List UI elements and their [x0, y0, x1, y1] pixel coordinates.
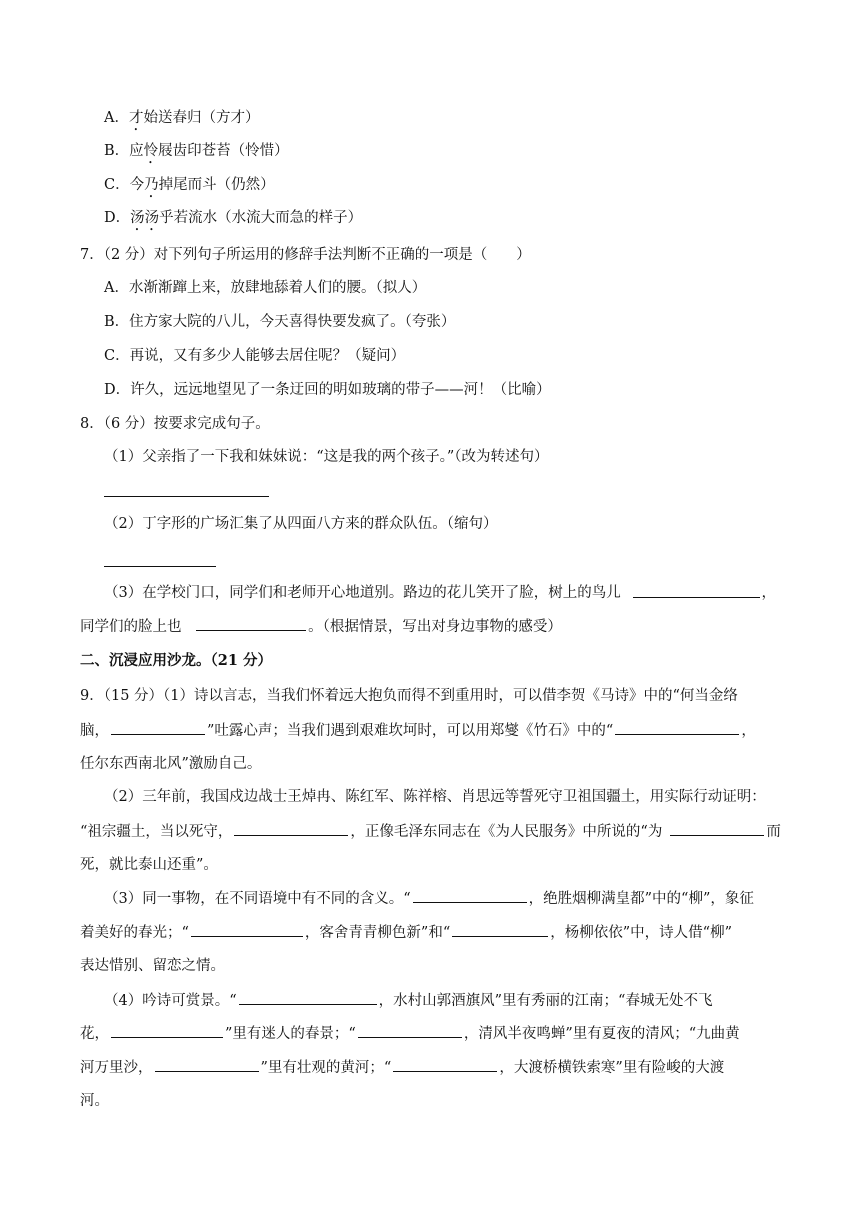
- answer-blank[interactable]: [413, 888, 527, 903]
- section-heading: 二、沉浸应用沙龙。（21 分）: [80, 652, 272, 669]
- q7-option-d: D．许久，远远地望见了一条迂回的明如玻璃的带子——河！（比喻）: [104, 382, 551, 398]
- q9-line-13: 河。: [80, 1093, 109, 1109]
- poem-text: “祖宗疆土，当以死守，: [80, 824, 233, 840]
- poem-text: ，水村山郭酒旗风”里有秀丽的江南；“春城无处不飞: [378, 993, 713, 1009]
- answer-blank[interactable]: [196, 616, 306, 631]
- answer-blank[interactable]: [191, 922, 303, 937]
- poem-text: ，绝胜烟柳满皇都”中的“柳”，象征: [528, 891, 754, 907]
- option-prefix: D．: [104, 210, 131, 226]
- poem-text: 脑，: [80, 723, 109, 739]
- q8-stem: 8．（6 分）按要求完成句子。: [80, 416, 270, 432]
- q7-option-c: C．再说，又有多少人能够去居住呢？（疑问）: [104, 348, 406, 364]
- answer-blank[interactable]: [111, 720, 205, 735]
- q8-sentence-1: （1）父亲指了一下我和妹妹说：“这是我的两个孩子。”（改为转述句）: [104, 449, 549, 465]
- poem-text: ，正像毛泽东同志在《为人民服务》中所说的“为: [350, 824, 663, 840]
- q9-line-2: [80, 720, 756, 741]
- option-prefix: A．: [104, 110, 129, 126]
- option-prefix: B．应: [104, 143, 144, 159]
- emphasized-char: 汤汤: [130, 210, 160, 226]
- q9-line-10: [104, 990, 712, 1011]
- q9-line-5: [80, 821, 781, 842]
- poem-text: ，杨柳依依”中，诗人借“柳”: [550, 925, 732, 941]
- q9-line-11: [80, 1023, 740, 1044]
- q6-option-c: [104, 175, 275, 201]
- answer-blank[interactable]: [615, 720, 739, 735]
- q8-sentence-3-cont: [80, 616, 562, 637]
- poem-text: 而: [766, 824, 781, 840]
- option-text: 始送春归（方才）: [143, 110, 260, 126]
- q9-line-4: （2）三年前，我国戍边战士王焯冉、陈红军、陈祥榕、肖思远等誓死守卫祖国疆土，用实际行动证明：: [104, 789, 766, 805]
- q6-option-b: [104, 141, 289, 167]
- poem-text: ”里有壮观的黄河；“: [260, 1060, 392, 1076]
- answer-blank[interactable]: [239, 990, 377, 1005]
- option-text: 屐齿印苍苔（怜惜）: [158, 143, 289, 159]
- answer-blank[interactable]: [670, 821, 764, 836]
- answer-blank[interactable]: [104, 496, 269, 497]
- q8-sentence-2: （2）丁字形的广场汇集了从四面八方来的群众队伍。（缩句）: [104, 516, 498, 532]
- q6-option-d: [104, 208, 362, 234]
- answer-blank[interactable]: [104, 566, 216, 567]
- poem-text: （4）吟诗可赏景。“: [104, 993, 237, 1009]
- q9-line-7: [104, 888, 754, 909]
- sentence-text: 同学们的脸上也: [80, 619, 182, 635]
- poem-text: ，大渡桥横铁索寒”里有险峻的大渡: [499, 1060, 725, 1076]
- poem-text: （3）同一事物，在不同语境中有不同的含义。“: [104, 891, 411, 907]
- poem-text: ，: [741, 723, 756, 739]
- q7-option-b: B．住方家大院的八儿，今天喜得快要发疯了。（夸张）: [104, 314, 456, 330]
- option-text: 掉尾而斗（仍然）: [158, 177, 275, 193]
- q9-line-1: 9．（15 分）（1）诗以言志，当我们怀着远大抱负而得不到重用时，可以借李贺《马诗》中的“何当金络: [80, 688, 738, 704]
- q9-line-8: [80, 922, 732, 943]
- answer-blank[interactable]: [111, 1023, 223, 1038]
- answer-blank[interactable]: [155, 1057, 259, 1072]
- emphasized-char: 才: [128, 110, 144, 126]
- answer-blank[interactable]: [452, 922, 548, 937]
- sentence-text: 。（根据情景，写出对身边事物的感受）: [308, 619, 562, 635]
- poem-text: ”里有迷人的春景；“: [225, 1026, 356, 1042]
- sentence-text: （3）在学校门口，同学们和老师开心地道别。路边的花儿笑开了脸，树上的鸟儿: [104, 585, 621, 601]
- poem-text: ，客舍青青柳色新”和“: [304, 925, 451, 941]
- q9-line-6: 死，就比泰山还重”。: [80, 857, 218, 873]
- poem-text: 河万里沙，: [80, 1060, 153, 1076]
- q9-line-3: 任尔东西南北风”激励自己。: [80, 756, 262, 772]
- option-prefix: C．今: [104, 177, 145, 193]
- answer-blank[interactable]: [358, 1023, 462, 1038]
- sentence-text: ，: [761, 585, 776, 601]
- q7-option-a: A．水渐渐蹿上来，放肆地舔着人们的腰。（拟人）: [104, 280, 427, 296]
- poem-text: ”吐露心声；当我们遇到艰难坎坷时，可以用郑燮《竹石》中的“: [207, 723, 614, 739]
- q7-stem: 7．（2 分）对下列句子所运用的修辞手法判断不正确的一项是（ ）: [80, 247, 531, 263]
- q6-option-a: [104, 108, 259, 134]
- answer-blank[interactable]: [393, 1057, 497, 1072]
- q9-line-9: 表达惜别、留恋之情。: [80, 958, 225, 974]
- answer-blank[interactable]: [234, 821, 348, 836]
- poem-text: 花，: [80, 1026, 109, 1042]
- option-text: 乎若流水（水流大而急的样子）: [159, 210, 363, 226]
- poem-text: ，清风半夜鸣蝉”里有夏夜的清风；“九曲黄: [463, 1026, 740, 1042]
- emphasized-char: 怜: [143, 143, 159, 159]
- q9-line-12: [80, 1057, 724, 1078]
- q8-sentence-3: [104, 583, 776, 603]
- poem-text: 着美好的春光；“: [80, 925, 189, 941]
- answer-blank[interactable]: [633, 583, 760, 598]
- emphasized-char: 乃: [144, 177, 159, 193]
